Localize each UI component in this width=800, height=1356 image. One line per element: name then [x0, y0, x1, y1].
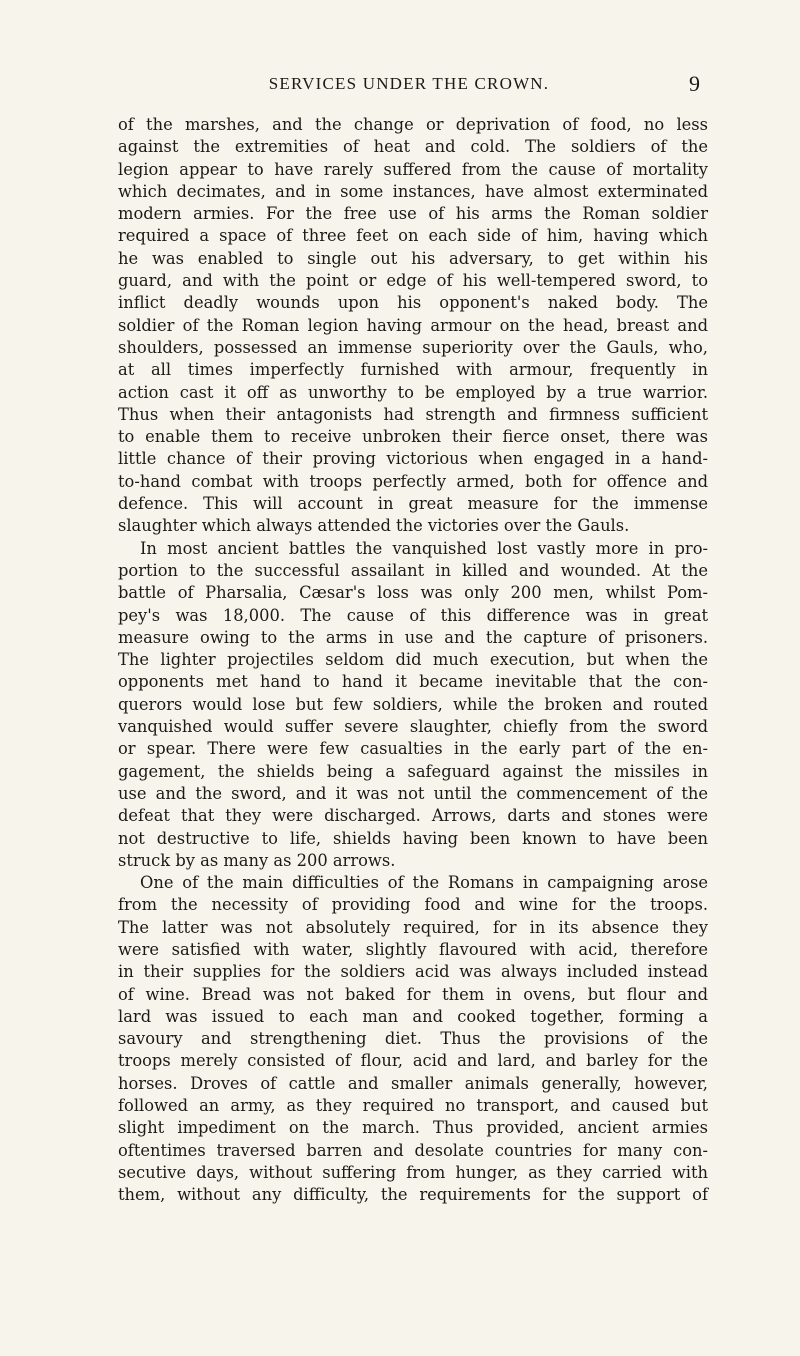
text-line: from the necessity of providing food and wine for the troops. [118, 895, 708, 915]
paragraph [118, 114, 708, 538]
text-line: legion appear to have rarely suffered from the cause of mortality [118, 159, 708, 179]
text-line: which decimates, and in some instances, have almost exterminated [118, 181, 708, 201]
text-line: guard, and with the point or edge of his well-tempered sword, to [118, 271, 708, 291]
text-line: The latter was not absolutely required, for in its absence they [118, 917, 708, 937]
text-line: soldier of the Roman legion having armour on the head, breast and [118, 315, 708, 335]
text-line: measure owing to the arms in use and the capture of prisoners. [118, 627, 708, 647]
text-line: modern armies. For the free use of his arms the Roman soldier [118, 204, 708, 224]
text-line: opponents met hand to hand it became inevitable that the con- [118, 672, 708, 692]
text-line: gagement, the shields being a safeguard against the missiles in [118, 761, 708, 781]
text-line: oftentimes traversed barren and desolate countries for many con- [118, 1140, 708, 1160]
text-line: of the marshes, and the change or deprivation of food, no less [118, 115, 708, 134]
text-line: action cast it off as unworthy to be employed by a true warrior. [118, 382, 708, 402]
text-line: required a space of three feet on each side of him, having which [118, 226, 708, 246]
body-text [118, 114, 708, 1207]
text-line: to enable them to receive unbroken their fierce onset, there was [118, 427, 708, 447]
text-line: The lighter projectiles seldom did much execution, but when the [118, 650, 708, 670]
text-line: secutive days, without suffering from hunger, as they carried with [118, 1162, 708, 1182]
text-line: or spear. There were few casualties in the early part of the en- [118, 739, 708, 759]
text-line: vanquished would suffer severe slaughter, chiefly from the sword [118, 717, 708, 737]
text-line: inflict deadly wounds upon his opponent's naked body. The [118, 293, 708, 313]
text-line: slight impediment on the march. Thus provided, ancient armies [118, 1118, 708, 1138]
text-line: troops merely consisted of flour, acid and lard, and barley for the [118, 1051, 708, 1071]
text-line: of wine. Bread was not baked for them in ovens, but flour and [118, 984, 708, 1004]
text-line: slaughter which always attended the victories over the Gauls. [118, 516, 630, 536]
text-line: portion to the successful assailant in killed and wounded. At the [118, 560, 708, 580]
paragraph [118, 538, 708, 872]
text-line: he was enabled to single out his adversary, to get within his [118, 248, 708, 268]
paragraph [118, 872, 708, 1206]
text-line: pey's was 18,000. The cause of this difference was in great [118, 605, 708, 625]
text-line: Thus when their antagonists had strength and firmness sufficient [118, 404, 708, 424]
text-line: savoury and strengthening diet. Thus the provisions of the [118, 1029, 708, 1049]
text-line: battle of Pharsalia, Cæsar's loss was only 200 men, whilst Pom- [118, 583, 708, 603]
text-line: querors would lose but few soldiers, while the broken and routed [118, 694, 708, 714]
running-title: SERVICES UNDER THE CROWN. [268, 74, 550, 93]
text-line: followed an army, as they required no transport, and caused but [118, 1096, 708, 1116]
text-line: In most ancient battles the vanquished lost vastly more in pro- [140, 538, 708, 558]
text-line: One of the main difficulties of the Romans in campaigning arose [140, 873, 708, 893]
text-line: struck by as many as 200 arrows. [118, 850, 396, 870]
text-line: shoulders, possessed an immense superiority over the Gauls, who, [118, 337, 708, 357]
text-line: defeat that they were discharged. Arrows, darts and stones were [118, 806, 708, 826]
text-line: against the extremities of heat and cold. The soldiers of the [118, 137, 708, 157]
running-head [118, 71, 700, 98]
text-line: use and the sword, and it was not until the commencement of the [118, 783, 708, 803]
text-line: horses. Droves of cattle and smaller animals generally, however, [118, 1073, 708, 1093]
text-line: not destructive to life, shields having been known to have been [118, 828, 708, 848]
text-line: lard was issued to each man and cooked together, forming a [118, 1006, 708, 1026]
text-line: were satisfied with water, slightly flavoured with acid, therefore [118, 939, 708, 959]
text-line: to-hand combat with troops perfectly armed, both for offence and [118, 471, 708, 491]
text-line: little chance of their proving victorious when engaged in a hand- [118, 449, 708, 469]
text-line: defence. This will account in great measure for the immense [118, 494, 708, 514]
text-line: in their supplies for the soldiers acid was always included instead [118, 962, 708, 982]
text-line: at all times imperfectly furnished with armour, frequently in [118, 360, 708, 380]
text-line: them, without any difficulty, the requirements for the support of [118, 1185, 708, 1205]
page-number: 9 [689, 71, 700, 96]
